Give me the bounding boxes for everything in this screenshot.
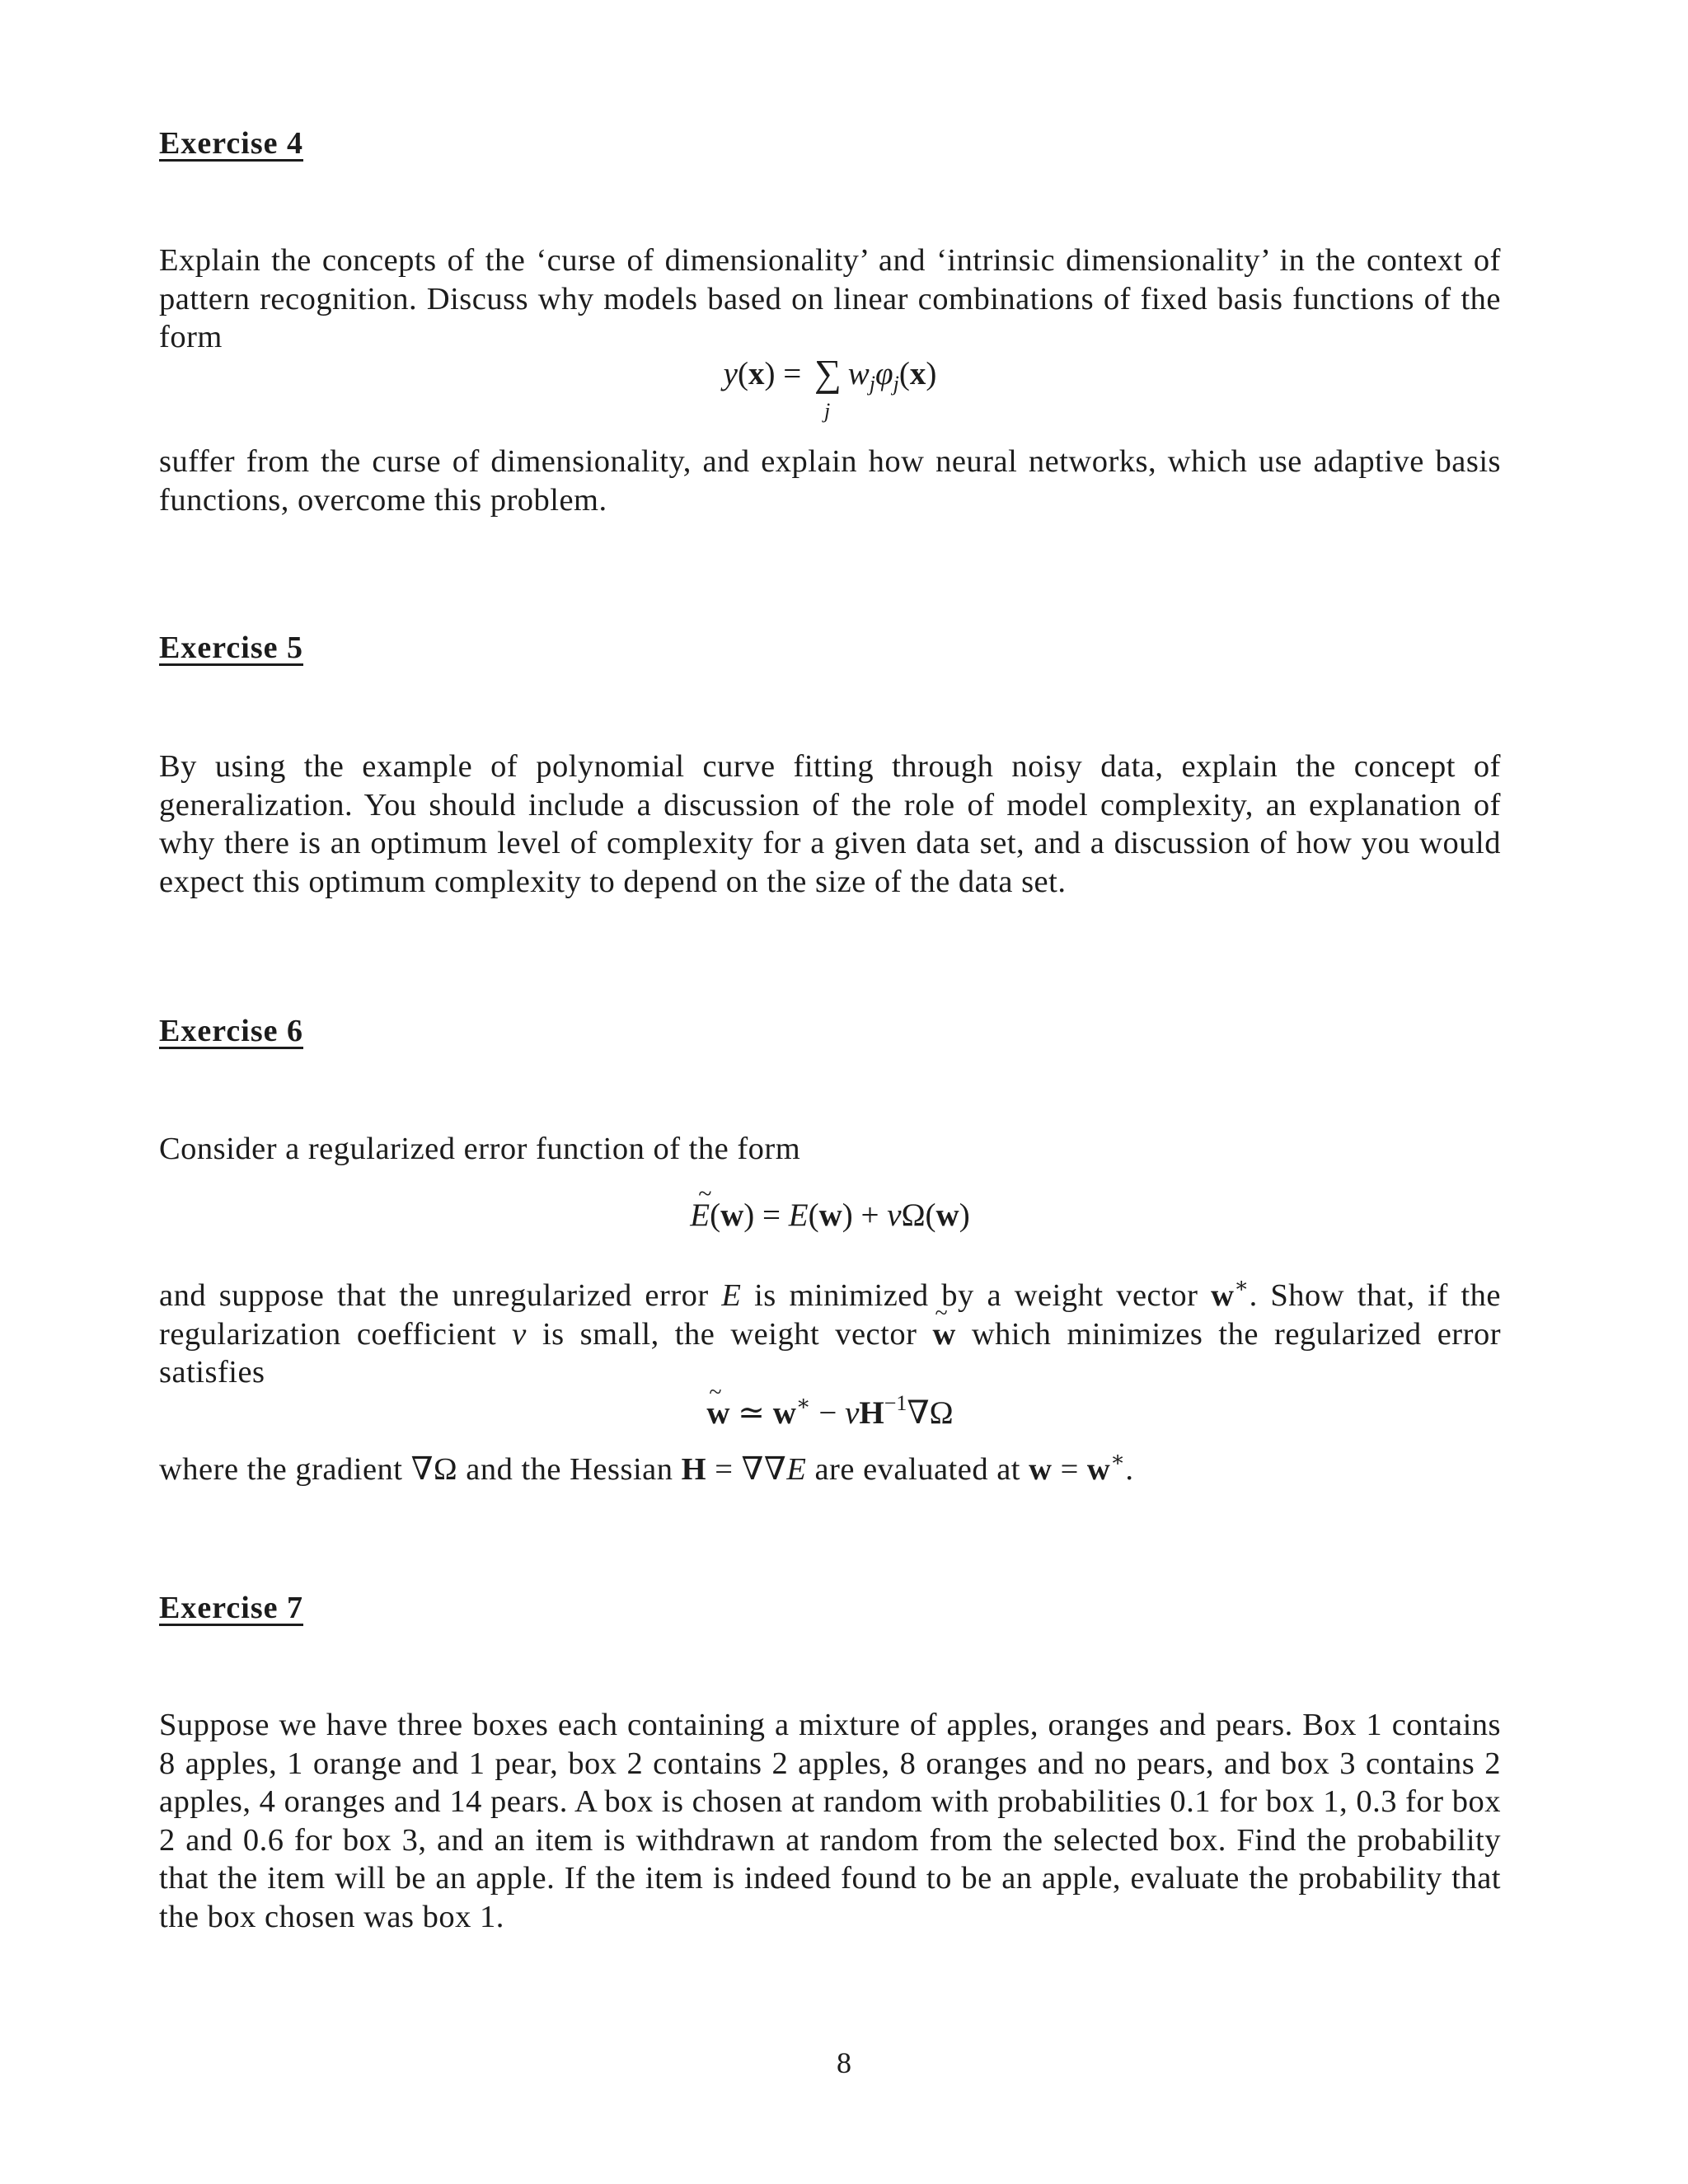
exercise-4-paragraph-1: Explain the concepts of the ‘curse of dimensionality’ and ‘intrinsic dimensionality’ in the context of pattern recognition. Discuss why models based on linear combinations of fixed basis functions of the form	[159, 243, 1501, 354]
exercise-6-heading: Exercise 6	[159, 1014, 303, 1048]
exercise-6-paragraph-1: Consider a regularized error function of the form	[159, 1132, 801, 1166]
exercise-7-heading: Exercise 7	[159, 1591, 303, 1625]
exercise-6-paragraph-2: and suppose that the unregularized error E is minimized by a weight vector w∗. Show that, if the regularization coefficient ν is small, the weight vector ~ w which minimizes the regularized error satisfies	[159, 1267, 1501, 1392]
exercise-6-paragraph-3: where the gradient ∇Ω and the Hessian H = ∇∇E are evaluated at w = w∗.	[159, 1447, 1134, 1487]
exercise-4-heading: Exercise 4	[159, 126, 303, 161]
page-number: 8	[837, 2046, 851, 2079]
exercise-6-equation-1: ~ E(w) = E(w) + νΩ(w)	[159, 1197, 1501, 1235]
exercise-6-equation-2: ~ w ≃ $w^∗ - \nu H^{-1}\nabla\Omega$	[159, 1385, 1501, 1432]
exercise-4-paragraph-2: suffer from the curse of dimensionality, and explain how neural networks, which use adaptive basis functions, overcome this problem.	[159, 444, 1501, 518]
exercise-5-paragraph: By using the example of polynomial curve fitting through noisy data, explain the concept of generalization. You should include a discussion of the role of model complexity, an explanation of why there is an optimum level of complexity for a given data set, and a discussion of how you would expect this optimum complexity to depend on the size of the data set.	[159, 749, 1501, 899]
exercise-5-heading: Exercise 5	[159, 630, 303, 665]
exercise-7-paragraph: Suppose we have three boxes each containing a mixture of apples, oranges and pears. Box 1 contains 8 apples, 1 orange and 1 pear, box 2 contains 2 apples, 8 oranges and no pears, and box 3 contains 2 apples, 4 oranges and 14 pears. A box is chosen at random with probabilities 0.1 for box 1, 0.3 for box 2 and 0.6 for box 3, and an item is withdrawn at random from the selected box. Find the probability that the item will be an apple. If the item is indeed found to be an apple, evaluate the probability that the box chosen was box 1.	[159, 1708, 1501, 1934]
exercise-4-equation: y(x) = ∑ j $w_j\varphi_j(x)$	[723, 352, 937, 423]
